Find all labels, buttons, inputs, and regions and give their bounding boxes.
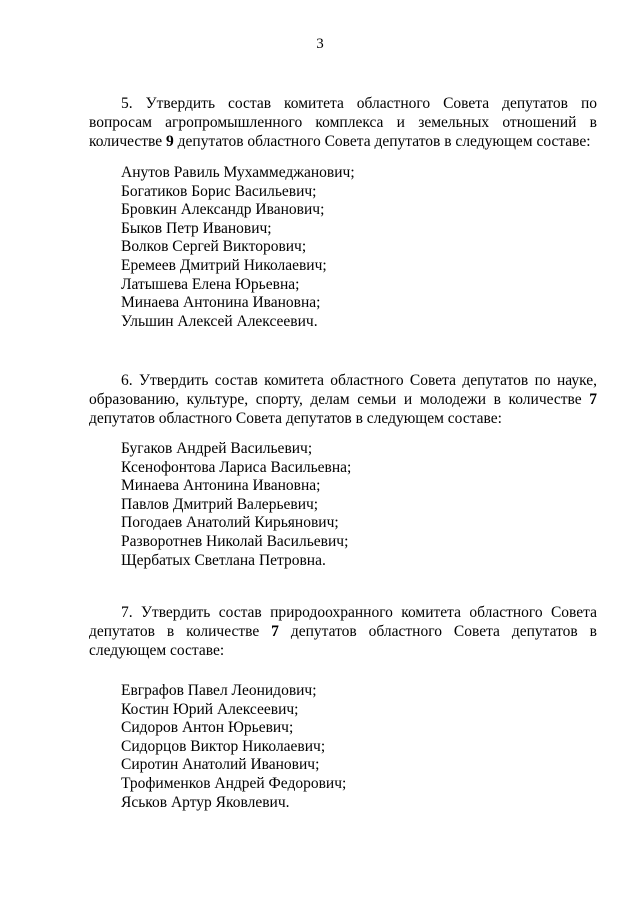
section-6-member-list bbox=[121, 440, 351, 570]
list-item: Сидоров Антон Юрьевич; bbox=[121, 719, 294, 737]
list-item: Бровкин Александр Иванович; bbox=[121, 201, 325, 219]
section-6-count: 7 bbox=[589, 391, 597, 408]
list-item: Быков Петр Иванович; bbox=[121, 219, 272, 237]
section-6-text-after: депутатов областного Совета депутатов в следующем составе: bbox=[89, 410, 502, 427]
list-item: Волков Сергей Викторович; bbox=[121, 238, 307, 256]
list-item: Сиротин Анатолий Иванович; bbox=[121, 756, 320, 774]
list-item: Минаева Антонина Ивановна; bbox=[121, 294, 321, 312]
section-5-text-before: 5. Утвердить состав комитета областного Совета депутатов по вопросам агропромышленного комплекса и земельных отношений в количестве bbox=[89, 95, 597, 150]
section-5-text-after: депутатов областного Совета депутатов в следующем составе: bbox=[173, 133, 591, 150]
section-7-member-list bbox=[121, 682, 346, 812]
list-item: Богатиков Борис Васильевич; bbox=[121, 182, 317, 200]
section-7-paragraph bbox=[89, 603, 597, 660]
list-item: Ульшин Алексей Алексеевич. bbox=[121, 312, 318, 330]
list-item: Латышева Елена Юрьевна; bbox=[121, 275, 300, 293]
section-5-member-list bbox=[121, 164, 355, 331]
list-item: Трофименков Андрей Федорович; bbox=[121, 774, 347, 792]
list-item: Бугаков Андрей Васильевич; bbox=[121, 440, 313, 457]
list-item: Сидорцов Виктор Николаевич; bbox=[121, 737, 326, 755]
list-item: Разворотнев Николай Васильевич; bbox=[121, 532, 349, 550]
list-item: Анутов Равиль Мухаммеджанович; bbox=[121, 164, 355, 181]
page-number: 3 bbox=[316, 36, 324, 52]
list-item: Павлов Дмитрий Валерьевич; bbox=[121, 495, 319, 513]
list-item: Костин Юрий Алексеевич; bbox=[121, 700, 299, 718]
list-item: Минаева Антонина Ивановна; bbox=[121, 477, 321, 495]
section-7-text-before: 7. Утвердить состав природоохранного комитета областного Совета депутатов в количестве bbox=[89, 604, 597, 640]
section-7-text-after: депутатов областного Совета депутатов в следующем составе: bbox=[89, 623, 597, 659]
list-item: Погодаев Анатолий Кирьянович; bbox=[121, 514, 339, 532]
list-item: Ксенофонтова Лариса Васильевна; bbox=[121, 458, 352, 476]
section-5-count: 9 bbox=[166, 133, 174, 150]
list-item: Щербатых Светлана Петровна. bbox=[121, 551, 326, 569]
list-item: Евграфов Павел Леонидович; bbox=[121, 682, 317, 699]
section-5-paragraph bbox=[89, 94, 597, 151]
section-6-paragraph bbox=[89, 371, 597, 428]
section-7-count: 7 bbox=[271, 623, 279, 640]
section-6-text-before: 6. Утвердить состав комитета областного Совета депутатов по науке, образованию, культуре, спорту, делам семьи и молодежи в количестве bbox=[89, 372, 597, 408]
list-item: Яськов Артур Яковлевич. bbox=[121, 793, 290, 811]
list-item: Еремеев Дмитрий Николаевич; bbox=[121, 256, 327, 274]
